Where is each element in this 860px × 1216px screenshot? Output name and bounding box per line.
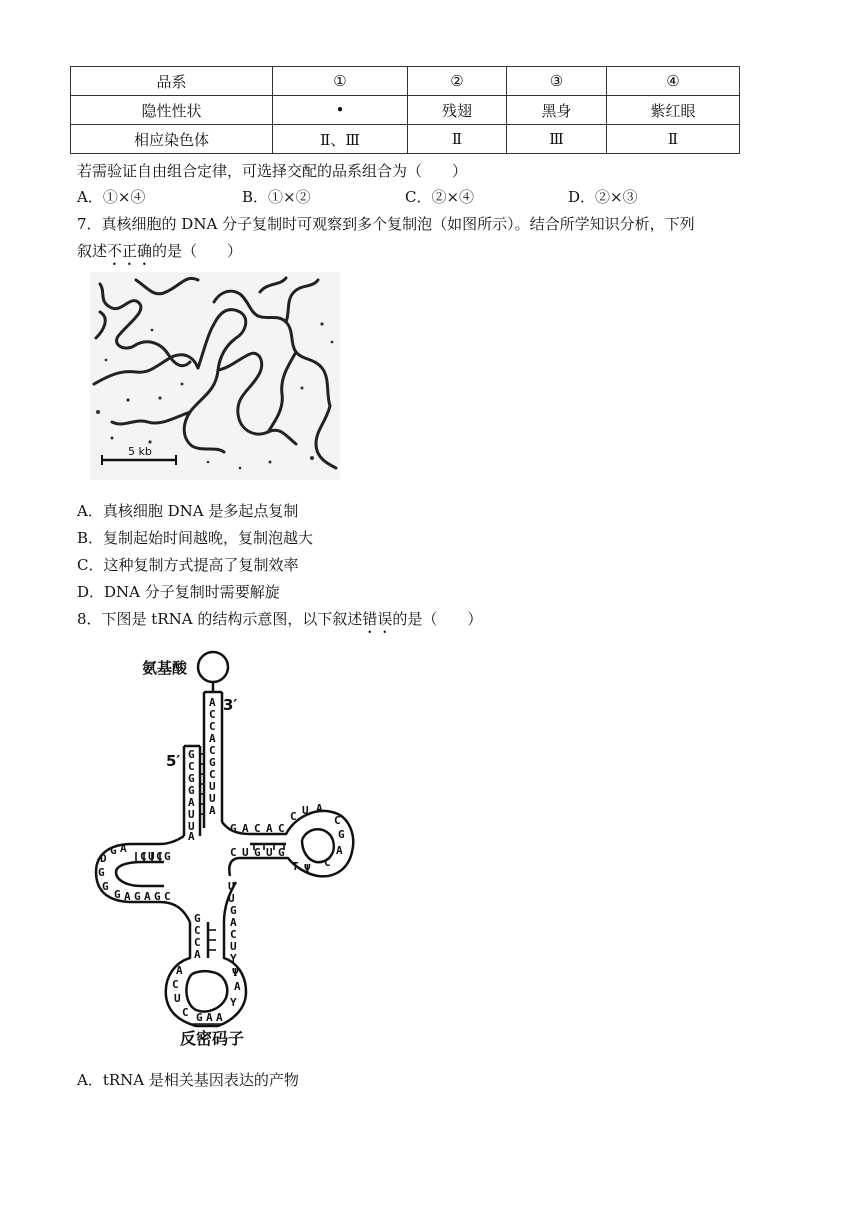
table-cell: • <box>273 96 408 125</box>
q7-option-d[interactable]: D．DNA 分子复制时需要解旋 <box>77 583 280 601</box>
svg-text:Ψ: Ψ <box>304 862 311 875</box>
svg-text:A: A <box>188 830 195 843</box>
table-row <box>71 67 740 96</box>
svg-text:U: U <box>242 846 249 859</box>
svg-text:A: A <box>209 732 216 745</box>
svg-text:U: U <box>209 792 216 805</box>
svg-text:Y: Y <box>230 996 237 1009</box>
svg-text:C: C <box>172 978 179 991</box>
q7-stem-emphasis: 不正确 <box>107 242 153 260</box>
svg-text:C: C <box>230 846 237 859</box>
svg-text:G: G <box>338 828 345 841</box>
svg-text:Y: Y <box>230 952 237 965</box>
svg-text:G: G <box>194 912 201 925</box>
svg-text:C: C <box>209 720 216 733</box>
q7-stem-pre: 叙述 <box>77 242 108 260</box>
q8-stem-pre: 8．下图是 tRNA 的结构示意图，以下叙述 <box>77 610 363 628</box>
svg-text:U: U <box>228 892 235 905</box>
svg-text:U: U <box>188 808 195 821</box>
table-cell: ④ <box>607 67 740 96</box>
five-prime-label: 5′ <box>166 752 181 770</box>
svg-text:A: A <box>234 980 241 993</box>
svg-text:U: U <box>148 850 155 863</box>
svg-text:C: C <box>194 924 201 937</box>
svg-text:G: G <box>154 890 161 903</box>
table-cell: Ⅱ、Ⅲ <box>273 125 408 154</box>
q7-stem-post: 的是（ ） <box>152 242 243 260</box>
table-cell: ② <box>408 67 507 96</box>
svg-text:U: U <box>188 820 195 833</box>
svg-text:C: C <box>182 1006 189 1019</box>
svg-text:A: A <box>230 916 237 929</box>
svg-text:U: U <box>174 992 181 1005</box>
table-cell: 紫红眼 <box>607 96 740 125</box>
svg-text:Ψ: Ψ <box>232 966 239 979</box>
q6-option-b[interactable]: B．①×② <box>242 188 311 206</box>
trna-structure-figure <box>80 640 360 1052</box>
q7-stem-line2 <box>77 240 242 269</box>
svg-text:G: G <box>188 772 195 785</box>
svg-text:A: A <box>266 822 273 835</box>
table-cell: ③ <box>507 67 607 96</box>
svg-text:G: G <box>278 846 285 859</box>
svg-text:A: A <box>206 1011 213 1024</box>
svg-text:D: D <box>100 852 107 865</box>
trna-backbone <box>96 692 353 1026</box>
q6-option-d[interactable]: D．②×③ <box>568 188 638 206</box>
table-cell: Ⅱ <box>607 125 740 154</box>
q8-stem-post: 的是（ ） <box>392 610 483 628</box>
svg-text:G: G <box>102 880 109 893</box>
svg-text:G: G <box>98 866 105 879</box>
svg-text:T: T <box>292 860 299 873</box>
svg-text:G: G <box>114 888 121 901</box>
svg-text:A: A <box>209 696 216 709</box>
strain-table <box>70 66 740 154</box>
anticodon-label: 反密码子 <box>180 1029 245 1048</box>
svg-text:A: A <box>124 890 131 903</box>
svg-text:C: C <box>278 822 285 835</box>
amino-acid-label: 氨基酸 <box>142 659 188 677</box>
svg-text:A: A <box>209 804 216 817</box>
table-cell: Ⅲ <box>507 125 607 154</box>
svg-text:U: U <box>228 880 235 893</box>
svg-text:C: C <box>209 768 216 781</box>
svg-text:G: G <box>230 822 237 835</box>
q7-stem-line1: 7．真核细胞的 DNA 分子复制时可观察到多个复制泡（如图所示）。结合所学知识分析，下列 <box>77 215 695 233</box>
svg-text:U: U <box>230 940 237 953</box>
q8-option-a[interactable]: A．tRNA 是相关基因表达的产物 <box>77 1071 299 1089</box>
q7-option-c[interactable]: C．这种复制方式提高了复制效率 <box>77 556 299 574</box>
svg-text:U: U <box>266 846 273 859</box>
table-row <box>71 96 740 125</box>
svg-text:A: A <box>194 948 201 961</box>
table-cell: ① <box>273 67 408 96</box>
svg-text:C: C <box>209 708 216 721</box>
q8-stem-emphasis: 错误 <box>362 610 393 628</box>
svg-text:G: G <box>196 1011 203 1024</box>
table-cell: 残翅 <box>408 96 507 125</box>
q6-option-a[interactable]: A．①×④ <box>77 188 146 206</box>
svg-text:C: C <box>209 744 216 757</box>
q6-stem: 若需验证自由组合定律，可选择交配的品系组合为（ ） <box>77 162 468 180</box>
svg-text:C: C <box>230 928 237 941</box>
table-row <box>71 125 740 154</box>
q7-option-a[interactable]: A．真核细胞 DNA 是多起点复制 <box>77 502 299 520</box>
svg-text:A: A <box>242 822 249 835</box>
svg-text:G: G <box>164 850 171 863</box>
svg-text:G: G <box>209 756 216 769</box>
svg-text:G: G <box>188 784 195 797</box>
three-prime-label: 3′ <box>223 696 238 714</box>
svg-text:G: G <box>134 890 141 903</box>
svg-text:C: C <box>254 822 261 835</box>
svg-text:A: A <box>316 802 323 815</box>
svg-text:G: G <box>110 844 117 857</box>
scale-bar-label: 5 kb <box>128 445 152 458</box>
replication-bubbles-figure <box>90 272 340 480</box>
svg-text:A: A <box>216 1011 223 1024</box>
svg-text:C: C <box>156 850 163 863</box>
svg-text:A: A <box>144 890 151 903</box>
svg-text:C: C <box>290 810 297 823</box>
svg-text:U: U <box>302 804 309 817</box>
table-cell: Ⅱ <box>408 125 507 154</box>
svg-text:A: A <box>120 842 127 855</box>
amino-acid-circle <box>198 652 228 682</box>
svg-text:C: C <box>324 856 331 869</box>
table-cell: 品系 <box>71 67 273 96</box>
svg-text:C: C <box>164 890 171 903</box>
svg-text:C: C <box>334 814 341 827</box>
q8-stem <box>77 608 482 637</box>
svg-text:C: C <box>194 936 201 949</box>
svg-text:U: U <box>209 780 216 793</box>
svg-text:G: G <box>254 846 261 859</box>
table-cell: 黑身 <box>507 96 607 125</box>
svg-text:C: C <box>140 850 147 863</box>
q6-option-c[interactable]: C．②×④ <box>405 188 475 206</box>
svg-text:G: G <box>230 904 237 917</box>
svg-text:A: A <box>188 796 195 809</box>
table-cell: 隐性性状 <box>71 96 273 125</box>
q7-option-b[interactable]: B．复制起始时间越晚，复制泡越大 <box>77 529 314 547</box>
svg-text:A: A <box>336 844 343 857</box>
svg-text:G: G <box>188 748 195 761</box>
svg-text:C: C <box>188 760 195 773</box>
svg-text:A: A <box>176 964 183 977</box>
table-cell: 相应染色体 <box>71 125 273 154</box>
